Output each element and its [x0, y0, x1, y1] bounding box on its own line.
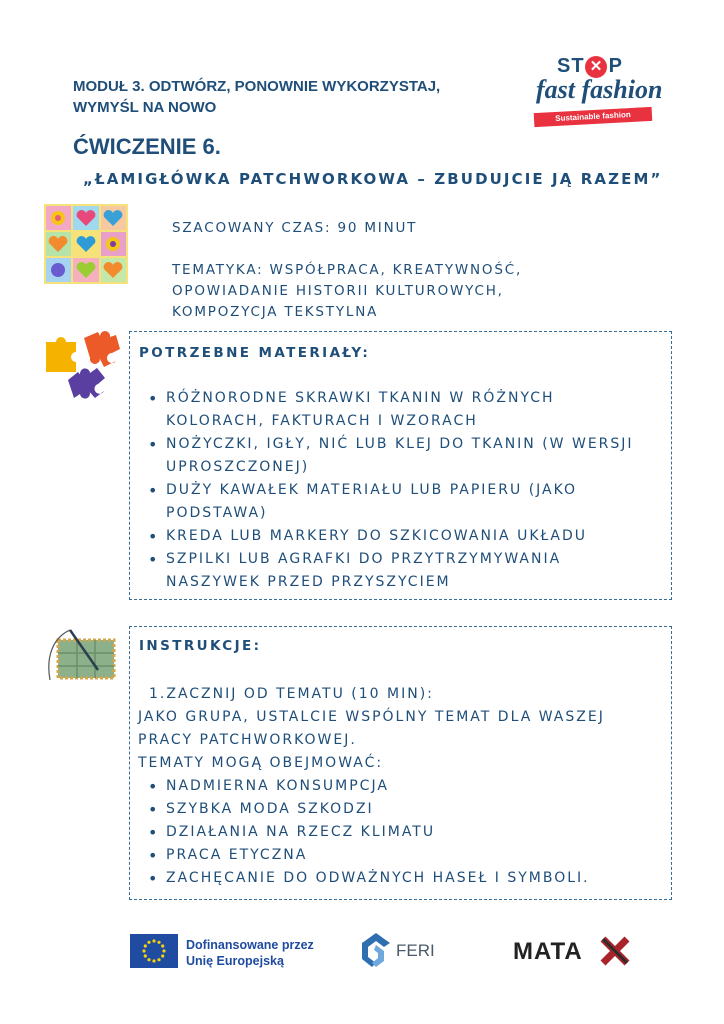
- logo-stop-mark-icon: ✕: [585, 56, 607, 78]
- exercise-subtitle: „ŁAMIGŁÓWKA PATCHWORKOWA – ZBUDUJCIE JĄ RAZEM”: [83, 170, 663, 188]
- logo-banner: Sustainable fashion: [534, 107, 653, 127]
- module-heading: [73, 76, 523, 118]
- list-item: • NOŻYCZKI, IGŁY, NIĆ LUB KLEJ DO TKANIN (W WERSJI UPROSZCZONEJ): [146, 433, 634, 479]
- instruction-step-1: 1.ZACZNIJ OD TEMATU (10 MIN):: [149, 686, 434, 702]
- instruction-line: PRACY PATCHWORKOWEJ.: [138, 732, 357, 748]
- stop-fast-fashion-logo: [530, 55, 662, 133]
- list-item: • RÓŻNORODNE SKRAWKI TKANIN W RÓŻNYCH KOLORACH, FAKTURACH I WZORACH: [146, 387, 634, 433]
- logo-brand-text: fast fashion: [536, 75, 663, 104]
- feri-logo-text: FERI: [396, 941, 435, 960]
- module-heading-line2: WYMYŚL NA NOWO: [73, 99, 217, 116]
- instruction-text: [138, 706, 605, 775]
- list-item: • PRACA ETYCZNA: [146, 844, 590, 867]
- materials-list: [146, 387, 634, 594]
- list-item: • ZACHĘCANIE DO ODWAŻNYCH HASEŁ I SYMBOLI.: [146, 867, 590, 890]
- sewing-needle-icon: [42, 628, 126, 684]
- instruction-line: JAKO GRUPA, USTALCIE WSPÓLNY TEMAT DLA WASZEJ: [138, 709, 605, 725]
- feri-logo-icon: [358, 931, 394, 971]
- eu-funding-line1: Dofinansowane przez: [186, 938, 314, 952]
- eu-funding-text: [186, 937, 314, 969]
- eu-funding-line2: Unię Europejską: [186, 954, 284, 968]
- list-item: • KREDA LUB MARKERY DO SZKICOWANIA UKŁADU: [146, 525, 634, 548]
- list-item: • DUŻY KAWAŁEK MATERIAŁU LUB PAPIERU (JAKO PODSTAWA): [146, 479, 634, 525]
- themes-list: [146, 775, 590, 890]
- instructions-title: INSTRUKCJE:: [139, 638, 262, 654]
- list-item: • SZYBKA MODA SZKODZI: [146, 798, 590, 821]
- module-heading-line1: MODUŁ 3. ODTWÓRZ, PONOWNIE WYKORZYSTAJ,: [73, 78, 441, 95]
- patchwork-hearts-icon: [44, 204, 128, 284]
- topics-line: TEMATYKA: WSPÓŁPRACA, KREATYWNOŚĆ,: [172, 262, 523, 278]
- topics-line: OPOWIADANIE HISTORII KULTUROWYCH,: [172, 283, 504, 299]
- list-item: • SZPILKI LUB AGRAFKI DO PRZYTRZYMYWANIA NASZYWEK PRZED PRZYSZYCIEM: [146, 548, 634, 594]
- eu-flag-icon: [130, 934, 178, 968]
- topics: [172, 260, 522, 323]
- list-item: • NADMIERNA KONSUMPCJA: [146, 775, 590, 798]
- materials-box: [129, 331, 672, 600]
- mata-logo: [513, 936, 631, 966]
- exercise-title: ĆWICZENIE 6.: [73, 134, 221, 159]
- logo-stop-text: ST P: [557, 55, 623, 77]
- mata-logo-icon: [599, 936, 631, 966]
- instruction-line: TEMATY MOGĄ OBEJMOWAĆ:: [138, 755, 384, 771]
- puzzle-pieces-icon: [42, 328, 122, 406]
- topics-line: KOMPOZYCJA TEKSTYLNA: [172, 304, 379, 320]
- estimated-time: SZACOWANY CZAS: 90 MINUT: [172, 220, 418, 236]
- instructions-box: [129, 626, 672, 900]
- list-item: • DZIAŁANIA NA RZECZ KLIMATU: [146, 821, 590, 844]
- mata-logo-text: MATA: [513, 938, 583, 965]
- materials-title: POTRZEBNE MATERIAŁY:: [139, 345, 371, 361]
